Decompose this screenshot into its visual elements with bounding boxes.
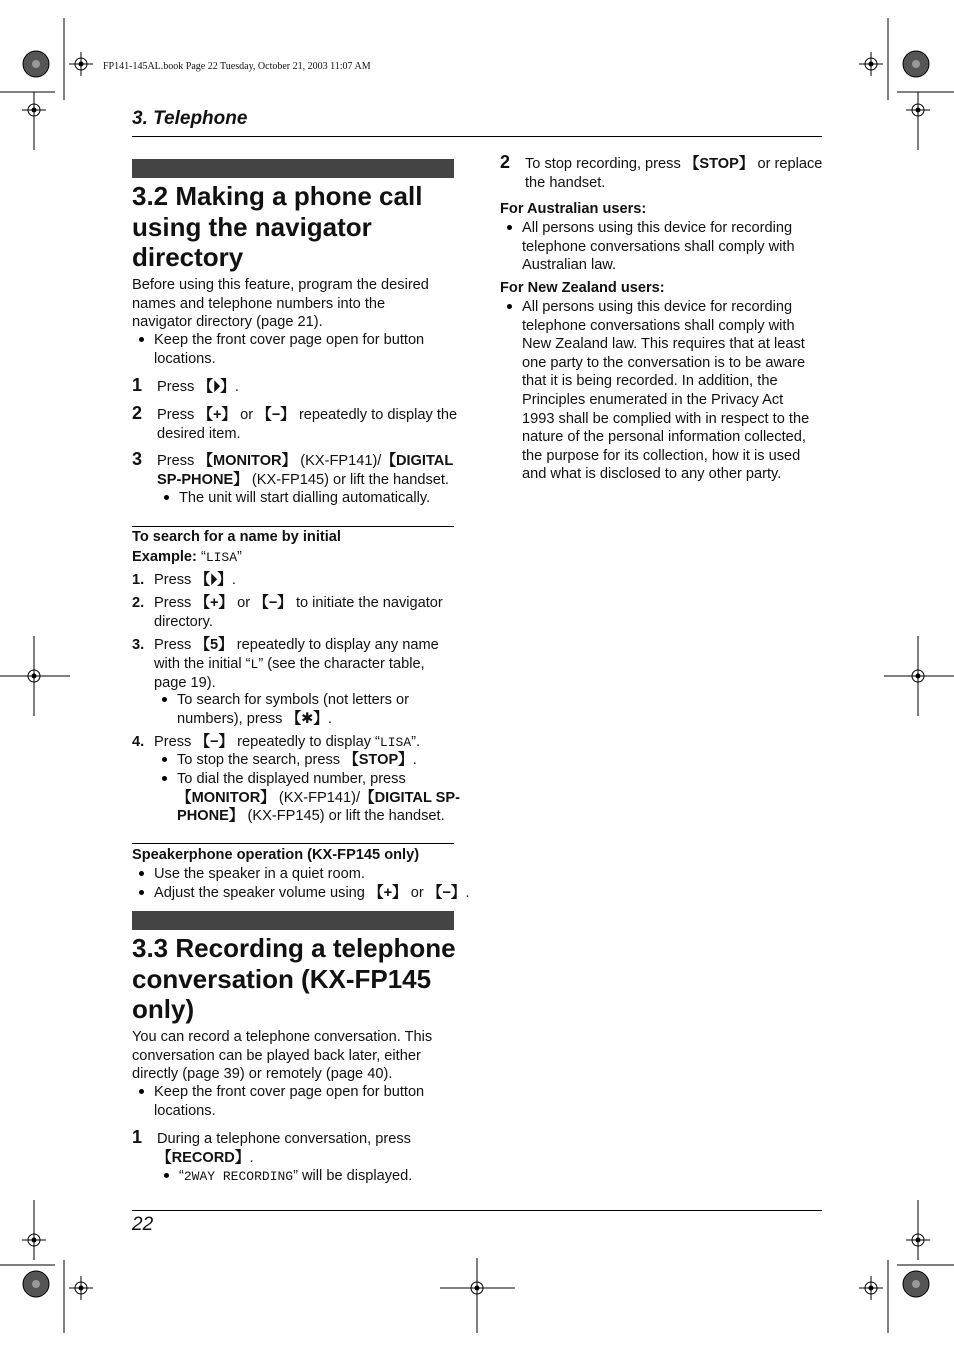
speaker-bullet-2: Adjust the speaker volume using 【+】 or 【−】. bbox=[154, 885, 470, 901]
header-rule bbox=[132, 136, 822, 137]
search-step-2: Press 【+】 or 【−】 to initiate the navigator directory. bbox=[154, 595, 443, 630]
new-zealand-text: All persons using this device for recording telephone conversations shall comply with New Zealand law. This requires that at least one party to the conversation is to be aware that it is being recorded. In addition, the Principles enumerated in the Privacy Act 1993 shall be complied with in respect to the nature of the personal information collected, the purpose for its collection, how it is used and what is disclosed to any other party. bbox=[522, 299, 810, 483]
step-3-text: Press 【MONITOR】 (KX-FP141)/【DIGITAL SP-PHONE】 (KX-FP145) or lift the handset. bbox=[157, 453, 454, 488]
record-step-1-bullet: “2WAY RECORDING” will be displayed. bbox=[179, 1168, 413, 1184]
section-bar bbox=[132, 159, 454, 178]
list-number: 2. bbox=[132, 595, 145, 611]
search-step-3: Press 【5】 repeatedly to display any name with the initial “L” (see the character table, page 19). bbox=[154, 637, 439, 692]
step-number: 2 bbox=[500, 152, 511, 172]
search-example: Example: “LISA” bbox=[132, 549, 242, 565]
speakerphone-heading: Speakerphone operation (KX-FP145 only) bbox=[132, 847, 420, 863]
search-step-4: Press 【−】 repeatedly to display “LISA”. bbox=[154, 734, 421, 750]
key-monitor: 【MONITOR】 bbox=[198, 453, 297, 469]
key-minus: 【−】 bbox=[257, 407, 295, 423]
speaker-bullet-1: Use the speaker in a quiet room. bbox=[154, 866, 365, 882]
key-right: 【⏵】 bbox=[198, 379, 235, 395]
search-step-3-bullet: To search for symbols (not letters or numbers), press 【✱】. bbox=[177, 692, 409, 727]
key-digital-sp-phone: 【DIGITAL bbox=[381, 453, 454, 469]
key-record: 【RECORD】 bbox=[157, 1149, 250, 1166]
page-number: 22 bbox=[132, 1214, 154, 1235]
step-number: 1 bbox=[132, 1127, 143, 1147]
search-step-4-bullet-1: To stop the search, press 【STOP】. bbox=[177, 752, 417, 768]
search-step-4-bullet-2: To dial the displayed number, press 【MONITOR】 (KX-FP141)/【DIGITAL SP- PHONE】 (KX-FP145) or lift the handset. bbox=[177, 771, 460, 825]
step-3-bullet: The unit will start dialling automatically. bbox=[179, 490, 431, 506]
step-number: 2 bbox=[132, 403, 143, 423]
key-plus: 【+】 bbox=[198, 407, 237, 423]
step-1-text: Press 【⏵】. bbox=[157, 379, 239, 395]
list-number: 3. bbox=[132, 637, 145, 653]
search-heading: To search for a name by initial bbox=[132, 529, 341, 545]
section-32-bullet: Keep the front cover page open for button locations. bbox=[154, 332, 425, 367]
section-32-intro: Before using this feature, program the desired names and telephone numbers into the navigator directory (page 21). bbox=[132, 277, 429, 331]
footer-rule bbox=[132, 1210, 822, 1211]
section-33-title: 3.3 Recording a telephone conversation (KX-FP145 only) bbox=[132, 933, 456, 1024]
section-32-title: 3.2 Making a phone call using the navigator directory bbox=[132, 181, 423, 272]
step-number: 1 bbox=[132, 375, 143, 395]
section-33-bullet: Keep the front cover page open for button locations. bbox=[154, 1084, 425, 1119]
new-zealand-heading: For New Zealand users: bbox=[500, 280, 665, 296]
australia-heading: For Australian users: bbox=[500, 201, 647, 217]
section-33-intro: You can record a telephone conversation. This conversation can be played back later, either directly (page 39) or remotely (page 40). bbox=[132, 1029, 433, 1083]
search-step-1: Press 【⏵】. bbox=[154, 572, 236, 588]
step-2-text: Press 【+】 or 【−】 repeatedly to display the desired item. bbox=[157, 407, 458, 442]
print-header: FP141-145AL.book Page 22 Tuesday, October 21, 2003 11:07 AM bbox=[103, 61, 371, 72]
record-step-1: During a telephone conversation, press 【RECORD】. bbox=[157, 1131, 411, 1166]
list-number: 1. bbox=[132, 572, 145, 588]
step-number: 3 bbox=[132, 449, 143, 469]
australia-text: All persons using this device for recording telephone conversations shall comply with Australian law. bbox=[522, 220, 795, 274]
divider bbox=[132, 526, 454, 527]
key-stop: 【STOP】 bbox=[684, 156, 754, 172]
chapter-title: 3. Telephone bbox=[132, 108, 248, 129]
divider bbox=[132, 843, 454, 844]
section-bar bbox=[132, 911, 454, 930]
record-step-2: To stop recording, press 【STOP】 or replace the handset. bbox=[525, 156, 823, 191]
list-number: 4. bbox=[132, 734, 145, 750]
